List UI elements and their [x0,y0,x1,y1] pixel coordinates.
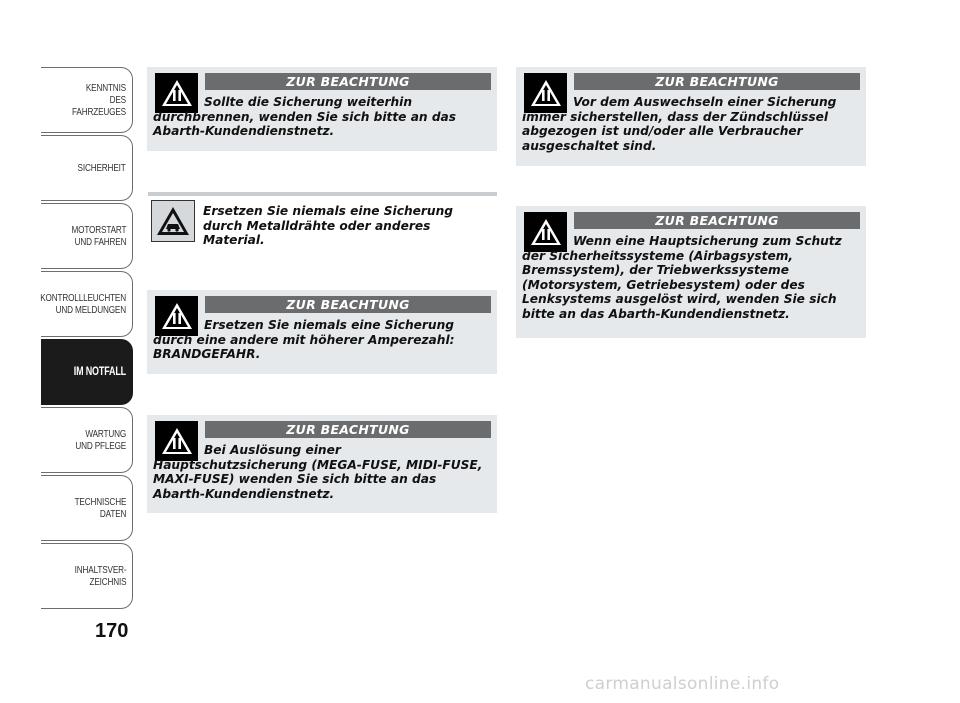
warning-text: Bei Auslösung einer Hauptschutzsicherung (MEGA-FUSE, MIDI-FUSE, MAXI-FUSE) wenden Sie sich bitte an das Abarth-Kundendienstnetz. [153,443,483,501]
tab-label: KONTROLLLEUCHTEN UND MELDUNGEN [40,292,126,316]
warning-text: Wenn eine Hauptsicherung zum Schutz der Sicherheitssysteme (Airbagsystem, Bremssystem), der Triebwerkssysteme (Motorsystem, Getriebesystem) oder des Lenksystems ausgelöst wird, wenden Sie sich bitte an das Abarth-Kundendienstnetz. [522,234,842,321]
warning-text: Vor dem Auswechseln einer Sicherung immer sicherstellen, dass der Zündschlüssel abgezogen ist und/oder alle Verbraucher ausgeschaltet sind. [522,95,837,153]
tab-technische-daten[interactable] [41,475,133,541]
page-number: 170 [95,620,129,642]
tab-label: INHALTSVER- ZEICHNIS [74,564,126,588]
warning-text: Sollte die Sicherung weiterhin durchbrennen, wenden Sie sich bitte an das Abarth-Kundendienstnetz. [153,95,457,138]
note-text: Ersetzen Sie niemals eine Sicherung durch Metalldrähte oder anderes Material. [203,204,453,247]
watermark: carmanualsonline.info [585,674,780,694]
warning-header: ZUR BEACHTUNG [574,212,860,229]
warning-box [147,290,497,374]
tab-kontrollleuchten[interactable] [41,271,133,337]
tab-label: MOTORSTART UND FAHREN [71,224,126,248]
tab-wartung[interactable] [41,407,133,473]
warning-text: Ersetzen Sie niemals eine Sicherung durch eine andere mit höherer Amperezahl: BRANDGEFAHR. [153,318,455,361]
tab-kenntnis[interactable] [41,67,133,133]
tab-label: TECHNISCHE DATEN [74,496,126,520]
tab-label: IM NOTFALL [73,366,126,378]
car-hint-icon [151,200,195,242]
tab-label: KENNTNIS DES FAHRZEUGES [72,82,126,118]
tab-sicherheit[interactable] [41,135,133,201]
tab-label: WARTUNG UND PFLEGE [75,428,126,452]
warning-box [516,67,866,166]
tab-label: SICHERHEIT [77,162,126,174]
warning-header: ZUR BEACHTUNG [205,296,491,313]
warning-header: ZUR BEACHTUNG [205,421,491,438]
warning-box [516,206,866,338]
warning-box [147,67,497,151]
divider [148,192,497,196]
tab-im-notfall[interactable] [41,339,133,405]
tab-motorstart[interactable] [41,203,133,269]
warning-box [147,415,497,513]
warning-header: ZUR BEACHTUNG [205,73,491,90]
tab-inhaltsverzeichnis[interactable] [41,543,133,609]
warning-header: ZUR BEACHTUNG [574,73,860,90]
